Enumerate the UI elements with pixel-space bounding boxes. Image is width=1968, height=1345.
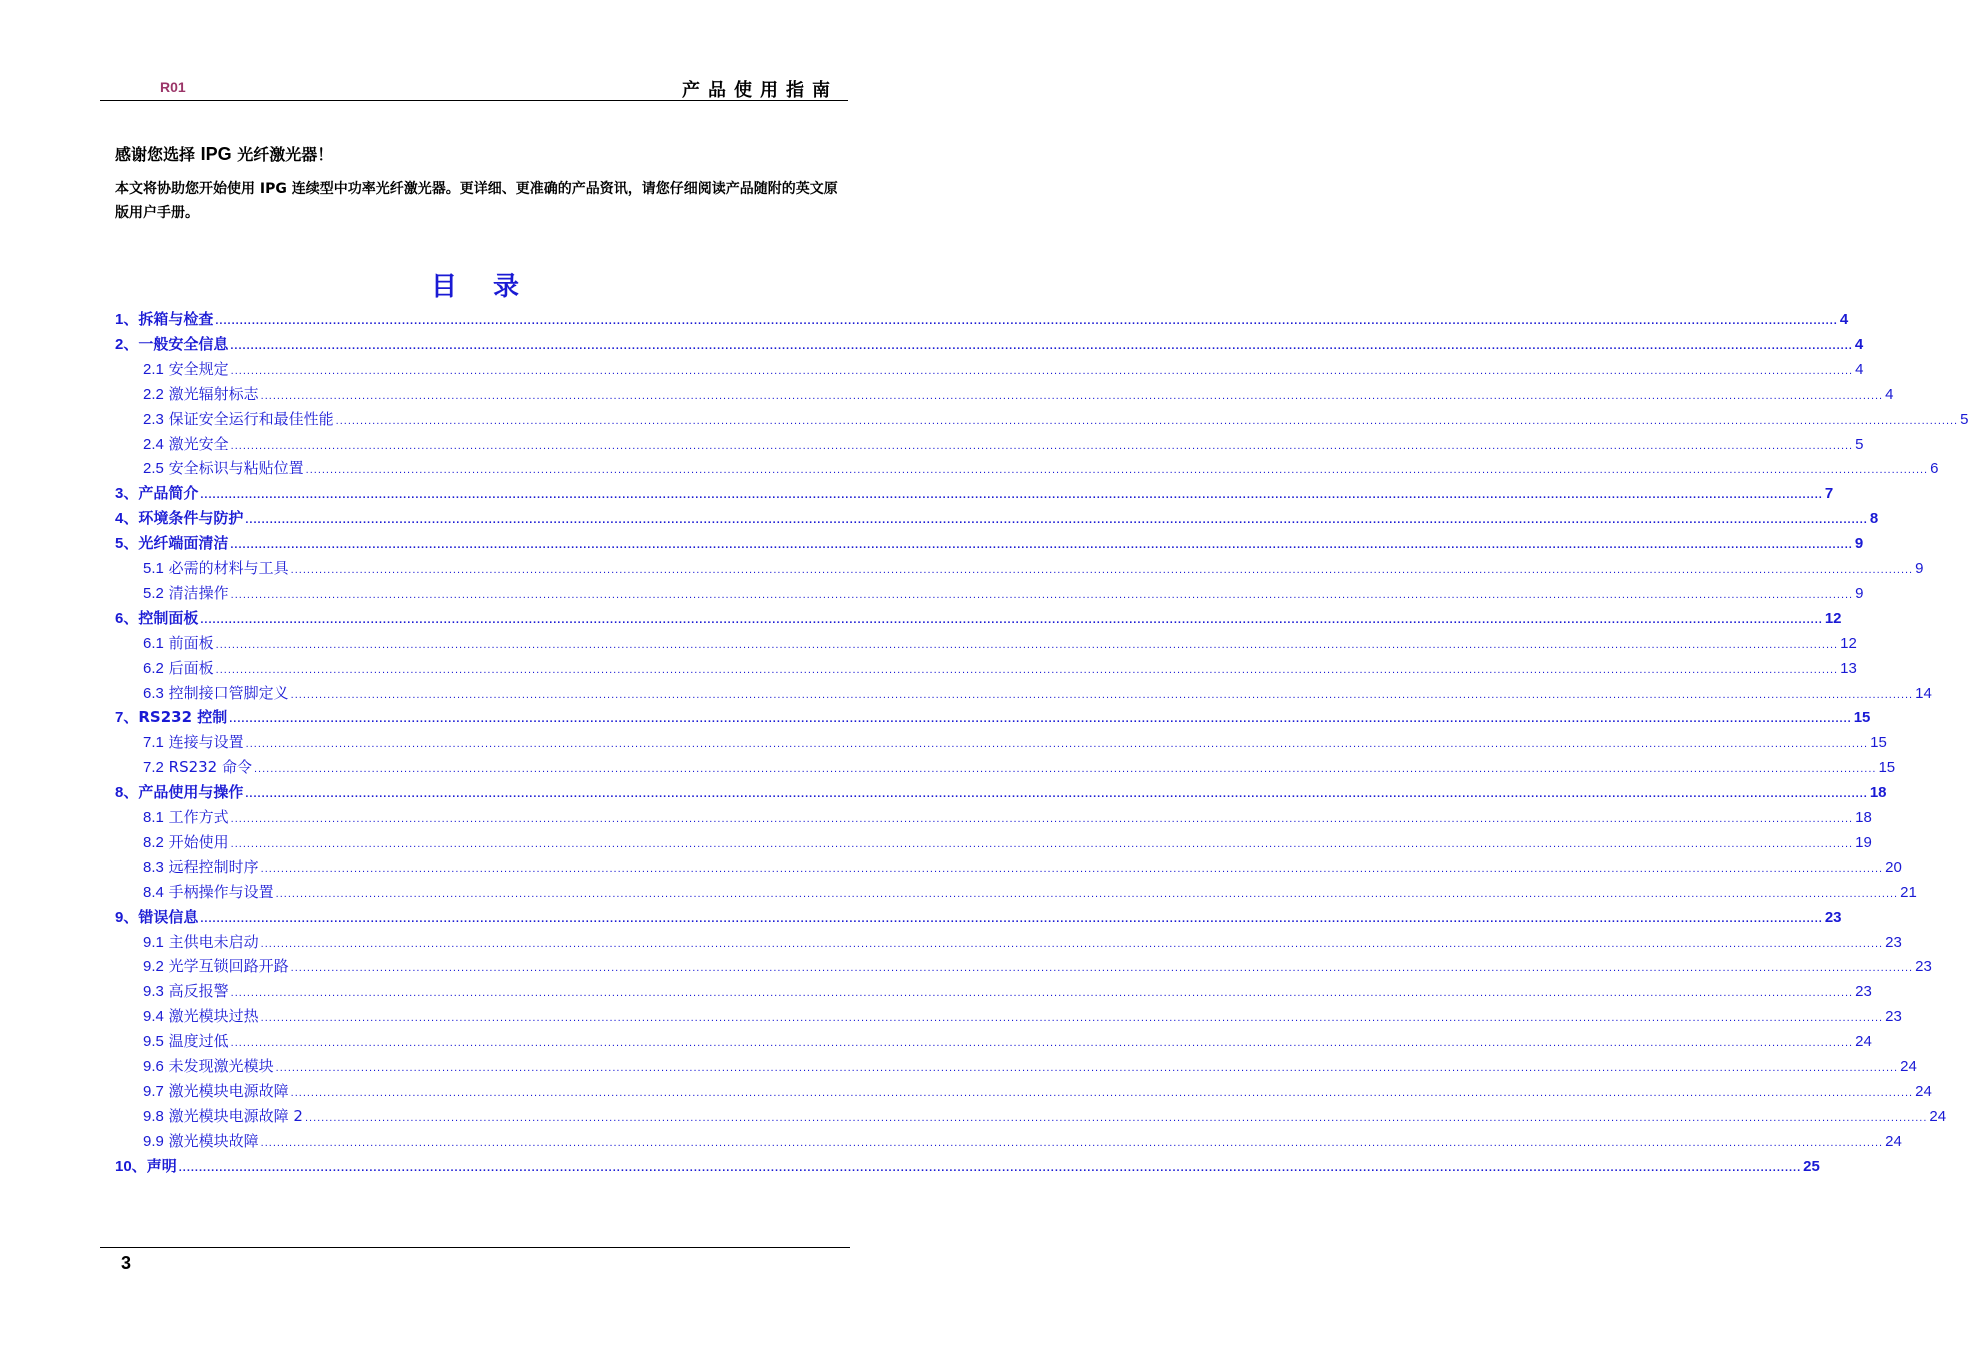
toc-entry-label bbox=[143, 433, 229, 454]
toc-entry-number: 9.8 bbox=[143, 1107, 164, 1125]
toc-dot-leader: ................................................................................................................................................................................................................................................................................................................................................................................................................ bbox=[245, 514, 1868, 527]
toc-dot-leader: ................................................................................................................................................................................................................................................................................................................................................................................................................ bbox=[200, 489, 1823, 502]
toc-entry-page: 24 bbox=[1855, 1033, 1872, 1051]
toc-entry[interactable] bbox=[143, 856, 1902, 880]
toc-entry[interactable] bbox=[115, 906, 1842, 930]
toc-entry-text: 安全标识与粘贴位置 bbox=[168, 459, 304, 478]
toc-entry-page: 23 bbox=[1824, 908, 1842, 926]
toc-entry-text: 拆箱与检查 bbox=[138, 310, 214, 328]
toc-entry-label bbox=[115, 308, 213, 329]
toc-entry-text: 一般安全信息 bbox=[138, 334, 229, 353]
toc-entry[interactable] bbox=[115, 532, 1864, 556]
thanks-line bbox=[115, 142, 333, 165]
toc-entry-text: 光纤端面清洁 bbox=[138, 534, 229, 553]
toc-dot-leader: ................................................................................................................................................................................................................................................................................................................................................................................................................ bbox=[335, 414, 1959, 427]
toc-dot-leader: ................................................................................................................................................................................................................................................................................................................................................................................................................ bbox=[304, 1111, 1928, 1124]
thanks-prefix: 感谢您选择 bbox=[115, 145, 196, 164]
toc-dot-leader: ................................................................................................................................................................................................................................................................................................................................................................................................................ bbox=[260, 1012, 1884, 1025]
toc-entry-page: 8 bbox=[1869, 510, 1879, 528]
toc-entry-page: 24 bbox=[1885, 1132, 1902, 1150]
toc-entry-text: 手柄操作与设置 bbox=[168, 882, 274, 901]
toc-dot-leader: ................................................................................................................................................................................................................................................................................................................................................................................................................ bbox=[200, 912, 1823, 925]
toc-entry-number: 9.3 bbox=[143, 983, 164, 1001]
toc-entry[interactable] bbox=[143, 632, 1857, 656]
toc-entry-number: 8、 bbox=[115, 784, 139, 802]
toc-entry-text: 声明 bbox=[146, 1156, 177, 1175]
toc-entry[interactable] bbox=[143, 582, 1864, 606]
toc-entry-page: 4 bbox=[1885, 385, 1894, 403]
toc-entry-number: 6.2 bbox=[143, 659, 164, 677]
toc-entry-number: 6、 bbox=[115, 609, 139, 627]
toc-entry[interactable] bbox=[143, 731, 1887, 755]
toc-entry-text: 未发现激光模块 bbox=[168, 1057, 274, 1075]
toc-entry-number: 9.5 bbox=[143, 1033, 164, 1051]
toc-entry-number: 9.1 bbox=[143, 933, 164, 951]
toc-entry-label bbox=[143, 1030, 229, 1051]
toc-entry-page: 15 bbox=[1878, 759, 1896, 777]
toc-entry-number: 2.5 bbox=[143, 460, 164, 478]
toc-entry-label bbox=[143, 682, 289, 703]
toc-entry[interactable] bbox=[143, 383, 1894, 407]
toc-entry-text: 激光辐射标志 bbox=[168, 384, 259, 403]
toc-entry-number: 10、 bbox=[115, 1157, 147, 1175]
toc-entry-page: 9 bbox=[1854, 535, 1864, 553]
toc-entry[interactable] bbox=[143, 1055, 1917, 1079]
toc-entry[interactable] bbox=[143, 881, 1917, 905]
toc-entry-label bbox=[115, 1155, 177, 1176]
toc-dot-leader: ................................................................................................................................................................................................................................................................................................................................................................................................................ bbox=[305, 464, 1929, 477]
toc-entry[interactable] bbox=[143, 1005, 1902, 1029]
toc-entry-text: 激光模块过热 bbox=[168, 1007, 259, 1026]
toc-entry-page: 24 bbox=[1915, 1082, 1932, 1100]
toc-entry-number: 8.3 bbox=[143, 858, 164, 876]
toc-entry[interactable] bbox=[115, 482, 1834, 506]
toc-entry-page: 9 bbox=[1855, 584, 1864, 602]
toc-entry-page: 9 bbox=[1915, 560, 1924, 577]
toc-entry-page: 25 bbox=[1803, 1157, 1820, 1175]
toc-entry[interactable] bbox=[143, 756, 1896, 780]
toc-entry-page: 20 bbox=[1885, 858, 1902, 876]
toc-entry-label bbox=[143, 955, 289, 976]
toc-entry-number: 2、 bbox=[115, 335, 139, 353]
toc-entry-text: 保证安全运行和最佳性能 bbox=[168, 409, 334, 428]
toc-entry-page: 24 bbox=[1900, 1058, 1917, 1075]
toc-entry[interactable] bbox=[143, 806, 1872, 830]
toc-entry-text: 高反报警 bbox=[168, 982, 229, 1001]
toc-entry-number: 1、 bbox=[115, 311, 139, 328]
toc-entry[interactable] bbox=[143, 358, 1864, 382]
toc-entry-text: 后面板 bbox=[168, 658, 214, 677]
toc-entry-number: 7、 bbox=[115, 709, 139, 727]
toc-entry-text: 激光模块电源故障 2 bbox=[168, 1106, 303, 1125]
toc-entry-page: 14 bbox=[1915, 684, 1932, 702]
toc-dot-leader: ................................................................................................................................................................................................................................................................................................................................................................................................................ bbox=[230, 539, 1853, 552]
toc-entry-text: 主供电未启动 bbox=[168, 932, 259, 951]
toc-entry-number: 9.9 bbox=[143, 1132, 164, 1150]
toc-entry[interactable] bbox=[143, 657, 1857, 681]
toc-entry[interactable] bbox=[143, 557, 1924, 581]
toc-entry[interactable] bbox=[115, 507, 1879, 531]
toc-dot-leader: ................................................................................................................................................................................................................................................................................................................................................................................................................ bbox=[260, 937, 1884, 950]
toc-entry[interactable] bbox=[143, 1105, 1947, 1129]
toc-entry-page: 21 bbox=[1900, 883, 1917, 901]
toc-entry-label bbox=[143, 756, 252, 777]
intro-paragraph: 本文将协助您开始使用 IPG 连续型中功率光纤激光器。更详细、更准确的产品资讯，请您仔细阅读产品随附的英文原版用户手册。 bbox=[115, 181, 838, 221]
toc-entry-label bbox=[143, 881, 274, 902]
toc-dot-leader: ................................................................................................................................................................................................................................................................................................................................................................................................................ bbox=[260, 389, 1884, 402]
footer-rule bbox=[100, 1247, 850, 1248]
toc-dot-leader: ................................................................................................................................................................................................................................................................................................................................................................................................................ bbox=[215, 315, 1838, 327]
toc-entry-text: 清洁操作 bbox=[168, 583, 229, 602]
toc-dot-leader: ................................................................................................................................................................................................................................................................................................................................................................................................................ bbox=[245, 788, 1868, 801]
toc-entry-number: 3、 bbox=[115, 485, 139, 503]
toc-dot-leader: ................................................................................................................................................................................................................................................................................................................................................................................................................ bbox=[275, 887, 1899, 900]
toc-dot-leader: ................................................................................................................................................................................................................................................................................................................................................................................................................ bbox=[290, 1086, 1914, 1099]
toc-dot-leader: ................................................................................................................................................................................................................................................................................................................................................................................................................ bbox=[230, 813, 1854, 825]
toc-dot-leader: ................................................................................................................................................................................................................................................................................................................................................................................................................ bbox=[230, 837, 1854, 850]
toc-entry-label bbox=[115, 333, 228, 354]
toc-entry[interactable] bbox=[143, 682, 1932, 706]
toc-entry[interactable] bbox=[115, 781, 1887, 805]
toc-entry-text: 环境条件与防护 bbox=[138, 509, 244, 528]
toc-entry[interactable] bbox=[115, 607, 1842, 631]
toc-entry-label bbox=[115, 482, 198, 503]
toc-entry-label bbox=[143, 831, 229, 852]
toc-entry-text: 工作方式 bbox=[168, 808, 229, 826]
toc-entry[interactable] bbox=[115, 308, 1849, 332]
toc-entry-text: 产品简介 bbox=[138, 484, 199, 503]
toc-entry-text: 激光模块故障 bbox=[168, 1131, 259, 1150]
toc-entry-number: 9.2 bbox=[143, 958, 164, 976]
toc-entry-text: 远程控制时序 bbox=[168, 857, 259, 876]
toc-entry-label bbox=[143, 632, 214, 653]
toc-dot-leader: ................................................................................................................................................................................................................................................................................................................................................................................................................ bbox=[200, 613, 1823, 626]
toc-entry-number: 5.2 bbox=[143, 584, 164, 602]
toc-entry-page: 18 bbox=[1869, 784, 1887, 802]
toc-entry-number: 5、 bbox=[115, 535, 139, 553]
toc-entry-page: 15 bbox=[1853, 709, 1871, 727]
toc-entry-number: 7.2 bbox=[143, 759, 164, 777]
toc-entry[interactable] bbox=[115, 706, 1871, 730]
toc-entry-label bbox=[115, 781, 243, 802]
toc-entry[interactable] bbox=[115, 1155, 1820, 1179]
toc-entry-label bbox=[143, 1005, 259, 1026]
header-rule bbox=[100, 100, 848, 101]
toc-entry-text: 激光模块电源故障 bbox=[168, 1081, 289, 1100]
toc-dot-leader: ................................................................................................................................................................................................................................................................................................................................................................................................................ bbox=[260, 862, 1884, 875]
toc-dot-leader: ................................................................................................................................................................................................................................................................................................................................................................................................................ bbox=[230, 339, 1853, 352]
toc-entry-text: 错误信息 bbox=[138, 907, 199, 926]
toc-entry-page: 24 bbox=[1929, 1107, 1947, 1125]
toc-entry-text: 连接与设置 bbox=[168, 733, 244, 752]
toc-entry-text: 前面板 bbox=[168, 633, 214, 652]
toc-entry-label bbox=[115, 532, 228, 553]
toc-entry[interactable] bbox=[143, 1080, 1932, 1104]
toc-entry-label bbox=[143, 457, 304, 478]
toc-entry-text: 产品使用与操作 bbox=[138, 783, 244, 802]
toc-dot-leader: ................................................................................................................................................................................................................................................................................................................................................................................................................ bbox=[230, 588, 1854, 601]
toc-entry-label bbox=[143, 1130, 259, 1151]
toc-entry-text: 控制面板 bbox=[138, 608, 199, 627]
toc-entry[interactable] bbox=[143, 955, 1932, 979]
toc-entry[interactable] bbox=[143, 433, 1864, 457]
toc-entry-number: 2.1 bbox=[143, 360, 164, 378]
toc-entry-text: RS232 命令 bbox=[168, 758, 252, 777]
toc-entry-label bbox=[143, 1055, 274, 1076]
thanks-suffix: 光纤激光器！ bbox=[237, 145, 334, 164]
toc-dot-leader: ................................................................................................................................................................................................................................................................................................................................................................................................................ bbox=[215, 663, 1839, 676]
toc-entry-text: 光学互锁回路开路 bbox=[168, 957, 289, 976]
toc-title: 目录 bbox=[430, 272, 555, 302]
toc-entry-label bbox=[143, 358, 229, 379]
toc-entry-text: 激光安全 bbox=[168, 434, 229, 453]
toc-entry-number: 9.4 bbox=[143, 1008, 164, 1026]
toc-entry-number: 9.6 bbox=[143, 1058, 164, 1075]
toc-entry-page: 5 bbox=[1960, 410, 1968, 428]
toc-entry-number: 2.4 bbox=[143, 435, 164, 453]
document-code: R01 bbox=[160, 79, 186, 95]
toc-entry-page: 23 bbox=[1915, 958, 1932, 976]
toc-entry-label bbox=[115, 706, 227, 727]
toc-entry-label bbox=[115, 906, 198, 927]
toc-entry-number: 5.1 bbox=[143, 560, 164, 577]
toc-dot-leader: ................................................................................................................................................................................................................................................................................................................................................................................................................ bbox=[245, 738, 1869, 751]
toc-entry-label bbox=[143, 1080, 289, 1101]
toc-entry-label bbox=[143, 931, 259, 952]
toc-entry-page: 6 bbox=[1930, 460, 1939, 478]
toc-entry-number: 8.2 bbox=[143, 833, 164, 851]
toc-dot-leader: ................................................................................................................................................................................................................................................................................................................................................................................................................ bbox=[275, 1062, 1899, 1074]
toc-entry-label bbox=[143, 408, 334, 429]
toc-entry-page: 7 bbox=[1824, 485, 1834, 503]
toc-entry-page: 18 bbox=[1855, 809, 1872, 826]
toc-entry-page: 15 bbox=[1870, 734, 1887, 752]
toc-entry[interactable] bbox=[143, 831, 1872, 855]
toc-entry-label bbox=[143, 980, 229, 1001]
toc-entry-page: 4 bbox=[1839, 311, 1849, 328]
header-title: 产品使用指南 bbox=[682, 80, 838, 101]
toc-entry-page: 13 bbox=[1840, 659, 1857, 677]
toc-entry[interactable] bbox=[143, 980, 1872, 1004]
toc-entry[interactable] bbox=[143, 408, 1968, 432]
toc-entry[interactable] bbox=[143, 931, 1902, 955]
toc-entry-page: 23 bbox=[1885, 1008, 1902, 1026]
toc-entry-number: 9、 bbox=[115, 908, 139, 926]
toc-entry-label bbox=[143, 557, 289, 578]
toc-dot-leader: ................................................................................................................................................................................................................................................................................................................................................................................................................ bbox=[215, 638, 1839, 651]
toc-entry-number: 6.1 bbox=[143, 634, 164, 652]
toc-entry-label bbox=[143, 856, 259, 877]
toc-entry-number: 2.2 bbox=[143, 385, 164, 403]
toc-entry-text: 必需的材料与工具 bbox=[168, 559, 289, 577]
toc-entry-label bbox=[143, 582, 229, 603]
toc-entry-number: 2.3 bbox=[143, 410, 164, 428]
toc-dot-leader: ................................................................................................................................................................................................................................................................................................................................................................................................................ bbox=[253, 763, 1877, 776]
toc-entry-label bbox=[143, 1105, 303, 1126]
toc-entry-text: RS232 控制 bbox=[138, 708, 228, 727]
toc-entry-page: 23 bbox=[1885, 933, 1902, 951]
toc-entry-label bbox=[143, 731, 244, 752]
toc-entry-text: 安全规定 bbox=[168, 359, 229, 378]
toc-dot-leader: ................................................................................................................................................................................................................................................................................................................................................................................................................ bbox=[290, 688, 1914, 701]
toc-dot-leader: ................................................................................................................................................................................................................................................................................................................................................................................................................ bbox=[230, 1037, 1854, 1050]
toc-entry[interactable] bbox=[143, 457, 1939, 481]
toc-entry-number: 7.1 bbox=[143, 734, 164, 752]
toc-entry-number: 9.7 bbox=[143, 1082, 164, 1100]
toc-entry[interactable] bbox=[143, 1030, 1872, 1054]
toc-entry-label bbox=[143, 383, 259, 404]
toc-entry-text: 开始使用 bbox=[168, 832, 229, 851]
toc-entry-number: 4、 bbox=[115, 510, 139, 528]
toc-entry[interactable] bbox=[115, 333, 1864, 357]
toc-dot-leader: ................................................................................................................................................................................................................................................................................................................................................................................................................ bbox=[290, 962, 1914, 975]
toc-dot-leader: ................................................................................................................................................................................................................................................................................................................................................................................................................ bbox=[230, 987, 1854, 1000]
toc-entry-number: 8.4 bbox=[143, 883, 164, 901]
toc-entry-page: 12 bbox=[1824, 609, 1842, 627]
toc-entry-page: 4 bbox=[1854, 335, 1864, 353]
page-number: 3 bbox=[121, 1253, 132, 1273]
toc-dot-leader: ................................................................................................................................................................................................................................................................................................................................................................................................................ bbox=[229, 713, 1852, 726]
toc-entry-label bbox=[115, 607, 198, 628]
toc-entry-page: 12 bbox=[1840, 634, 1857, 652]
toc-entry-page: 19 bbox=[1855, 833, 1872, 851]
toc-entry-page: 4 bbox=[1855, 360, 1864, 378]
toc-entry-text: 温度过低 bbox=[168, 1032, 229, 1051]
toc-entry-label bbox=[143, 806, 229, 827]
toc-entry-text: 控制接口管脚定义 bbox=[168, 683, 289, 702]
toc-dot-leader: ................................................................................................................................................................................................................................................................................................................................................................................................................ bbox=[260, 1136, 1884, 1149]
toc-entry-label bbox=[115, 507, 243, 528]
toc-dot-leader: ................................................................................................................................................................................................................................................................................................................................................................................................................ bbox=[230, 364, 1854, 377]
toc-dot-leader: ................................................................................................................................................................................................................................................................................................................................................................................................................ bbox=[178, 1161, 1802, 1174]
thanks-brand: IPG bbox=[200, 144, 232, 164]
toc-dot-leader: ................................................................................................................................................................................................................................................................................................................................................................................................................ bbox=[230, 439, 1854, 452]
toc-entry-page: 23 bbox=[1855, 983, 1872, 1001]
toc-entry-page: 5 bbox=[1855, 435, 1864, 453]
toc-entry-number: 8.1 bbox=[143, 809, 164, 826]
toc-entry-number: 6.3 bbox=[143, 684, 164, 702]
toc-entry-label bbox=[143, 657, 214, 678]
toc-dot-leader: ................................................................................................................................................................................................................................................................................................................................................................................................................ bbox=[290, 564, 1914, 576]
toc-entry[interactable] bbox=[143, 1130, 1902, 1154]
